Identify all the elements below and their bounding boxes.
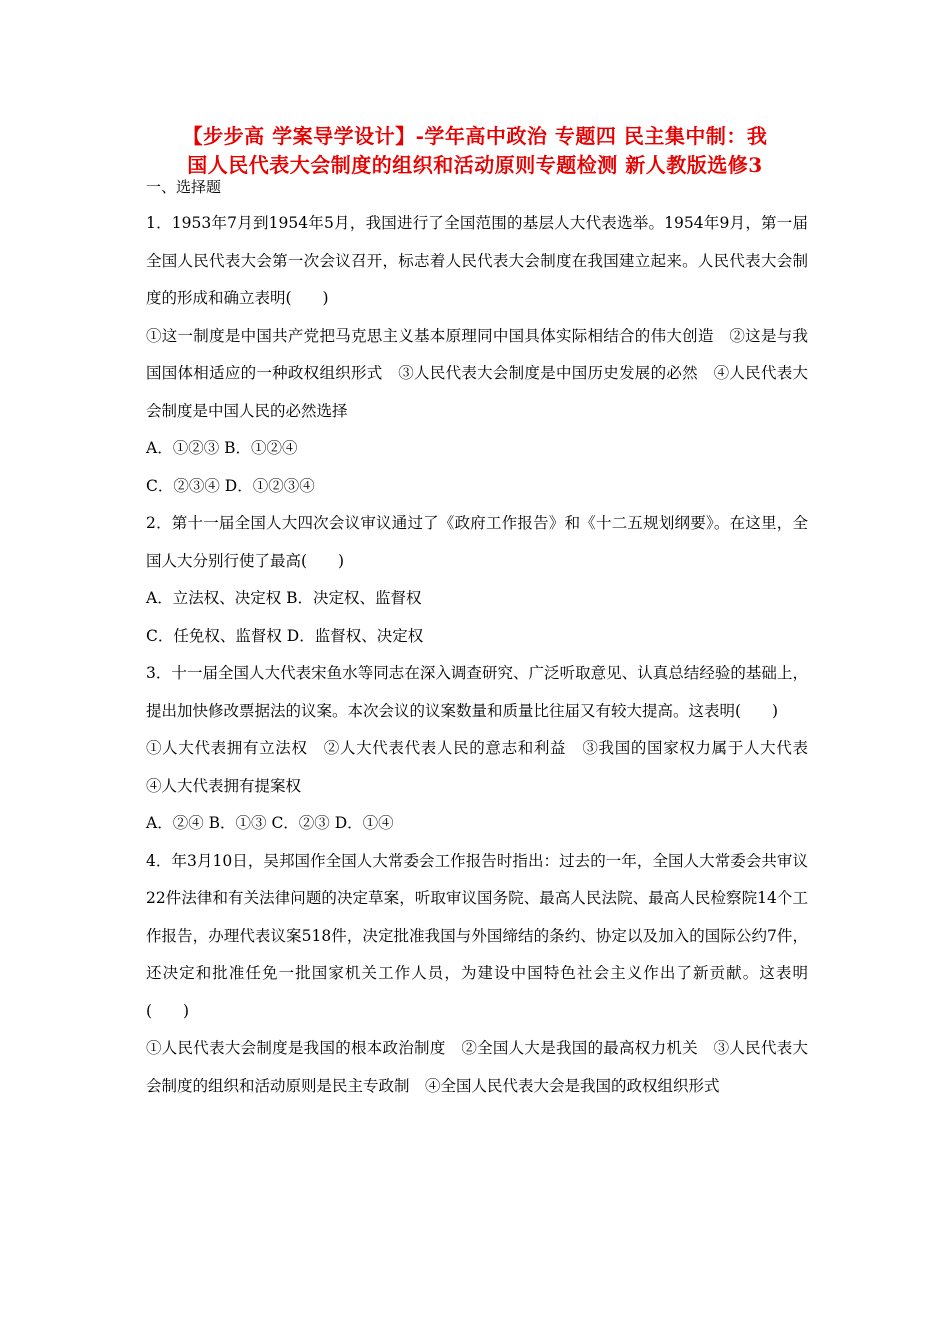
question-3-statements: ①人大代表拥有立法权 ②人大代表代表人民的意志和利益 ③我国的国家权力属于人大代表 ④人大代表拥有提案权: [146, 739, 824, 795]
question-2-stem: 2．第十一届全国人大四次会议审议通过了《政府工作报告》和《十二五规划纲要》。在这里，全国人大分别行使了最高( ): [146, 514, 808, 570]
title-line-2: 国人民代表大会制度的组织和活动原则专题检测 新人教版选修3: [187, 153, 763, 177]
question-2-options-ab: A．立法权、决定权 B．决定权、监督权: [146, 589, 422, 607]
question-1-options-ab: A．①②③ B．①②④: [146, 439, 298, 457]
question-list: [146, 205, 824, 1105]
question-4-statements: ①人民代表大会制度是我国的根本政治制度 ②全国人大是我国的最高权力机关 ③人民代表大会制度的组织和活动原则是民主专政制 ④全国人民代表大会是我国的政权组织形式: [146, 1039, 808, 1095]
section-heading: 一、选择题: [146, 178, 222, 196]
question-4-stem: 4．年3月10日，吴邦国作全国人大常委会工作报告时指出：过去的一年，全国人大常委会共审议22件法律和有关法律问题的决定草案，听取审议国务院、最高人民法院、最高人民检察院14个工作报告，办理代表议案518件，决定批准我国与外国缔结的条约、协定以及加入的国际公约7件，还决定和批准任免一批国家机关工作人员，为建设中国特色社会主义作出了新贡献。这表明( ): [146, 851, 808, 1020]
question-1-options-cd: C．②③④ D．①②③④: [146, 476, 315, 495]
question-1-statements: ①这一制度是中国共产党把马克思主义基本原理同中国具体实际相结合的伟大创造 ②这是与我国国体相适应的一种政权组织形式 ③人民代表大会制度是中国历史发展的必然 ④人民代表大会制度是中国人民的必然选择: [146, 326, 808, 420]
title-line-1: 【步步高 学案导学设计】-学年高中政治 专题四 民主集中制：我: [182, 124, 768, 148]
question-1-stem: 1．1953年7月到1954年5月，我国进行了全国范围的基层人大代表选举。1954年9月，第一届全国人民代表大会第一次会议召开，标志着人民代表大会制度在我国建立起来。人民代表大会制度的形成和确立表明( ): [146, 214, 808, 307]
question-2-options-cd: C．任免权、监督权 D．监督权、决定权: [146, 626, 424, 645]
question-3-options: A．②④ B．①③ C．②③ D．①④: [146, 814, 394, 832]
document-title: [130, 122, 820, 180]
question-3-stem: 3．十一届全国人大代表宋鱼水等同志在深入调查研究、广泛听取意见、认真总结经验的基础上，提出加快修改票据法的议案。本次会议的议案数量和质量比往届又有较大提高。这表明( ): [146, 664, 808, 720]
